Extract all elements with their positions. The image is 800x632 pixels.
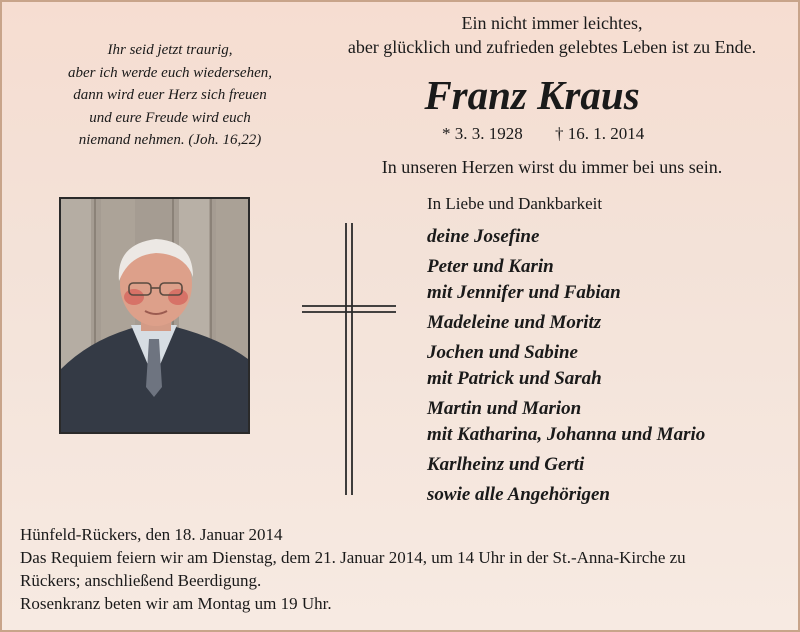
family-group [427,310,797,336]
memorial-subtitle: In unseren Herzen wirst du immer bei uns sein. [381,157,723,177]
family-group [427,340,797,392]
family-intro: In Liebe und Dankbarkeit [427,194,603,213]
quote-line: dann wird euer Herz sich freuen [73,87,267,103]
rosary-info: Rosenkranz beten wir am Montag um 19 Uhr. [20,594,332,613]
birth-date: * 3. 3. 1928 [442,124,523,143]
motto-line-2: aber glücklich und zufrieden gelebtes Leben ist zu Ende. [347,37,757,57]
quote-line: niemand nehmen. (Joh. 16,22) [78,132,262,148]
family-line: deine Josefine [427,226,540,247]
cross-icon [302,223,396,495]
place-date: Hünfeld-Rückers, den 18. Januar 2014 [20,525,283,544]
family-line: Madeleine und Moritz [427,312,602,333]
family-line: Jochen und Sabine [427,342,578,363]
quote-line: Ihr seid jetzt traurig, [107,42,233,58]
family-line: mit Patrick und Sarah [427,368,602,389]
family-list [427,192,797,512]
quote-line: aber ich werde euch wiedersehen, [68,64,272,81]
portrait-image [61,199,248,432]
family-group [427,452,797,478]
family-line: sowie alle Angehörigen [427,484,610,505]
deceased-name: Franz Kraus [424,72,640,118]
motto [302,11,800,59]
portrait-photo [59,197,250,434]
funeral-details [20,523,800,615]
motto-line-1: Ein nicht immer leichtes, [461,13,643,33]
family-line: Peter und Karin [427,256,554,277]
bible-quote [20,39,320,152]
family-group [427,482,797,508]
family-group [427,396,797,448]
death-date: † 16. 1. 2014 [555,124,645,143]
quote-line: und eure Freude wird euch [89,109,251,126]
family-line: mit Katharina, Johanna und Mario [427,424,706,445]
family-line: Karlheinz und Gerti [427,454,585,475]
family-group [427,224,797,250]
family-group [427,254,797,306]
requiem-line-2: Rückers; anschließend Beerdigung. [20,571,262,590]
family-line: mit Jennifer und Fabian [427,282,621,303]
requiem-line-1: Das Requiem feiern wir am Dienstag, dem 21. Januar 2014, um 14 Uhr in der St.-Anna-Kirche zu [20,548,686,567]
family-line: Martin und Marion [427,398,582,419]
